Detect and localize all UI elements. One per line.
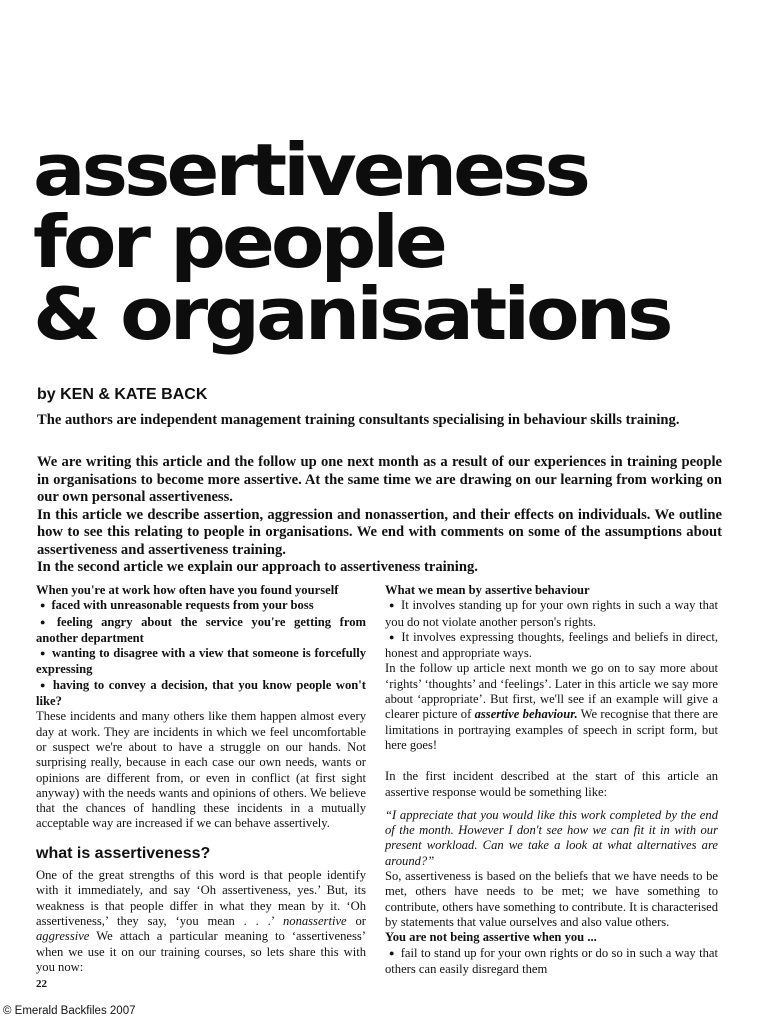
left-bullet: ● feeling angry about the service you're getting from another department (36, 615, 366, 647)
para-text: We attach a particular meaning to ‘assertiveness’ when we use it on our training courses, so lets share this with you now: (36, 929, 366, 974)
title-line-1: assertiveness (33, 129, 587, 213)
term-aggressive: aggressive (36, 929, 90, 944)
left-column (36, 583, 366, 975)
left-paragraph: These incidents and many others like them happen almost every day at work. They are incidents in which we feel uncomfortable or suspect we're about to have a struggle on our hands. Not surprising really, because in each case our own needs, wants or opinions are different from, or even in conflict (at first sight anyway) with the needs wants and opinions of others. We believe that the chances of handling these incidents in a mutually acceptable way are increased if we can behave assertively. (36, 709, 366, 831)
page-number: 22 (36, 978, 47, 990)
para-text: One of the great strengths of this word is that people identify with it immediately, and say ‘Oh assertiveness, yes.’ But, its weakness is that people differ in what they mean by it. ‘Oh assertiveness,’ they say, ‘you mean . . .’ (36, 868, 366, 928)
intro-paragraph-1: We are writing this article and the follow up one next month as a result of our experiences in training people in organisations to become more assertive. At the same time we are drawing on our learning from working on our own personal assertiveness. (37, 454, 722, 505)
example-quote: “I appreciate that you would like this work completed by the end of the month. However I don't see how we can fit it in with our present workload. Can we take a look at what alternatives are around?” (385, 807, 718, 868)
right-subheading: You are not being assertive when you ... (385, 930, 597, 945)
title-line-3: & organisations (33, 273, 670, 357)
left-paragraph-2 (36, 868, 366, 975)
left-bullet: ● having to convey a decision, that you know people won't like? (36, 678, 366, 710)
left-bullet: ● wanting to disagree with a view that someone is forcefully expressing (36, 646, 366, 678)
right-bullet: ● fail to stand up for your own rights or do so in such a way that others can easily disregard them (385, 946, 718, 978)
para-text: or (346, 913, 366, 928)
emphasis: assertive behaviour. (474, 707, 578, 722)
right-paragraph-3: So, assertiveness is based on the beliefs that we have needs to be met, others have needs to be met; we have something to contribute, others have something to contribute. It is characterised by statements that value ourselves and also value others. (385, 869, 718, 929)
byline: by KEN & KATE BACK (37, 386, 208, 403)
right-paragraph (385, 661, 718, 753)
intro-authors: The authors are independent management training consultants specialising in behaviour skills training. (37, 412, 680, 428)
article-title (33, 129, 753, 357)
title-line-2: for people (33, 201, 444, 285)
copyright-footer: © Emerald Backfiles 2007 (3, 1005, 136, 1017)
left-lead: When you're at work how often have you found yourself (36, 583, 339, 597)
right-bullet: ● It involves standing up for your own rights in such a way that you do not violate another person's rights. (385, 598, 718, 630)
section-heading: what is assertiveness? (36, 844, 211, 862)
para-text: In the follow up article next month we go on to say more about ‘rights’ ‘thoughts’ and ‘feelings’. Later in this article we say more about ‘appropriate’. But first, we'll see if an example will give a clearer picture of (385, 661, 718, 722)
para-text: We recognise that there are limitations in portraying examples of speech in script form, but here goes! (385, 707, 718, 752)
right-heading: What we mean by assertive behaviour (385, 583, 590, 597)
right-column (385, 583, 718, 977)
term-nonassertive: nonassertive (282, 913, 347, 928)
intro-paragraph-3: In the second article we explain our approach to assertiveness training. (37, 559, 478, 575)
intro-summary (37, 454, 722, 577)
right-paragraph-2: In the first incident described at the start of this article an assertive response would be something like: (385, 769, 718, 799)
intro-paragraph-2: In this article we describe assertion, aggression and nonassertion, and their effects on individuals. We outline how to see this relating to people in organisations. We end with comments on some of the assumptions about assertiveness and assertiveness training. (37, 506, 722, 558)
left-bullet: ● faced with unreasonable requests from your boss (36, 598, 366, 614)
right-bullet: ● It involves expressing thoughts, feelings and beliefs in direct, honest and appropriate ways. (385, 630, 718, 662)
